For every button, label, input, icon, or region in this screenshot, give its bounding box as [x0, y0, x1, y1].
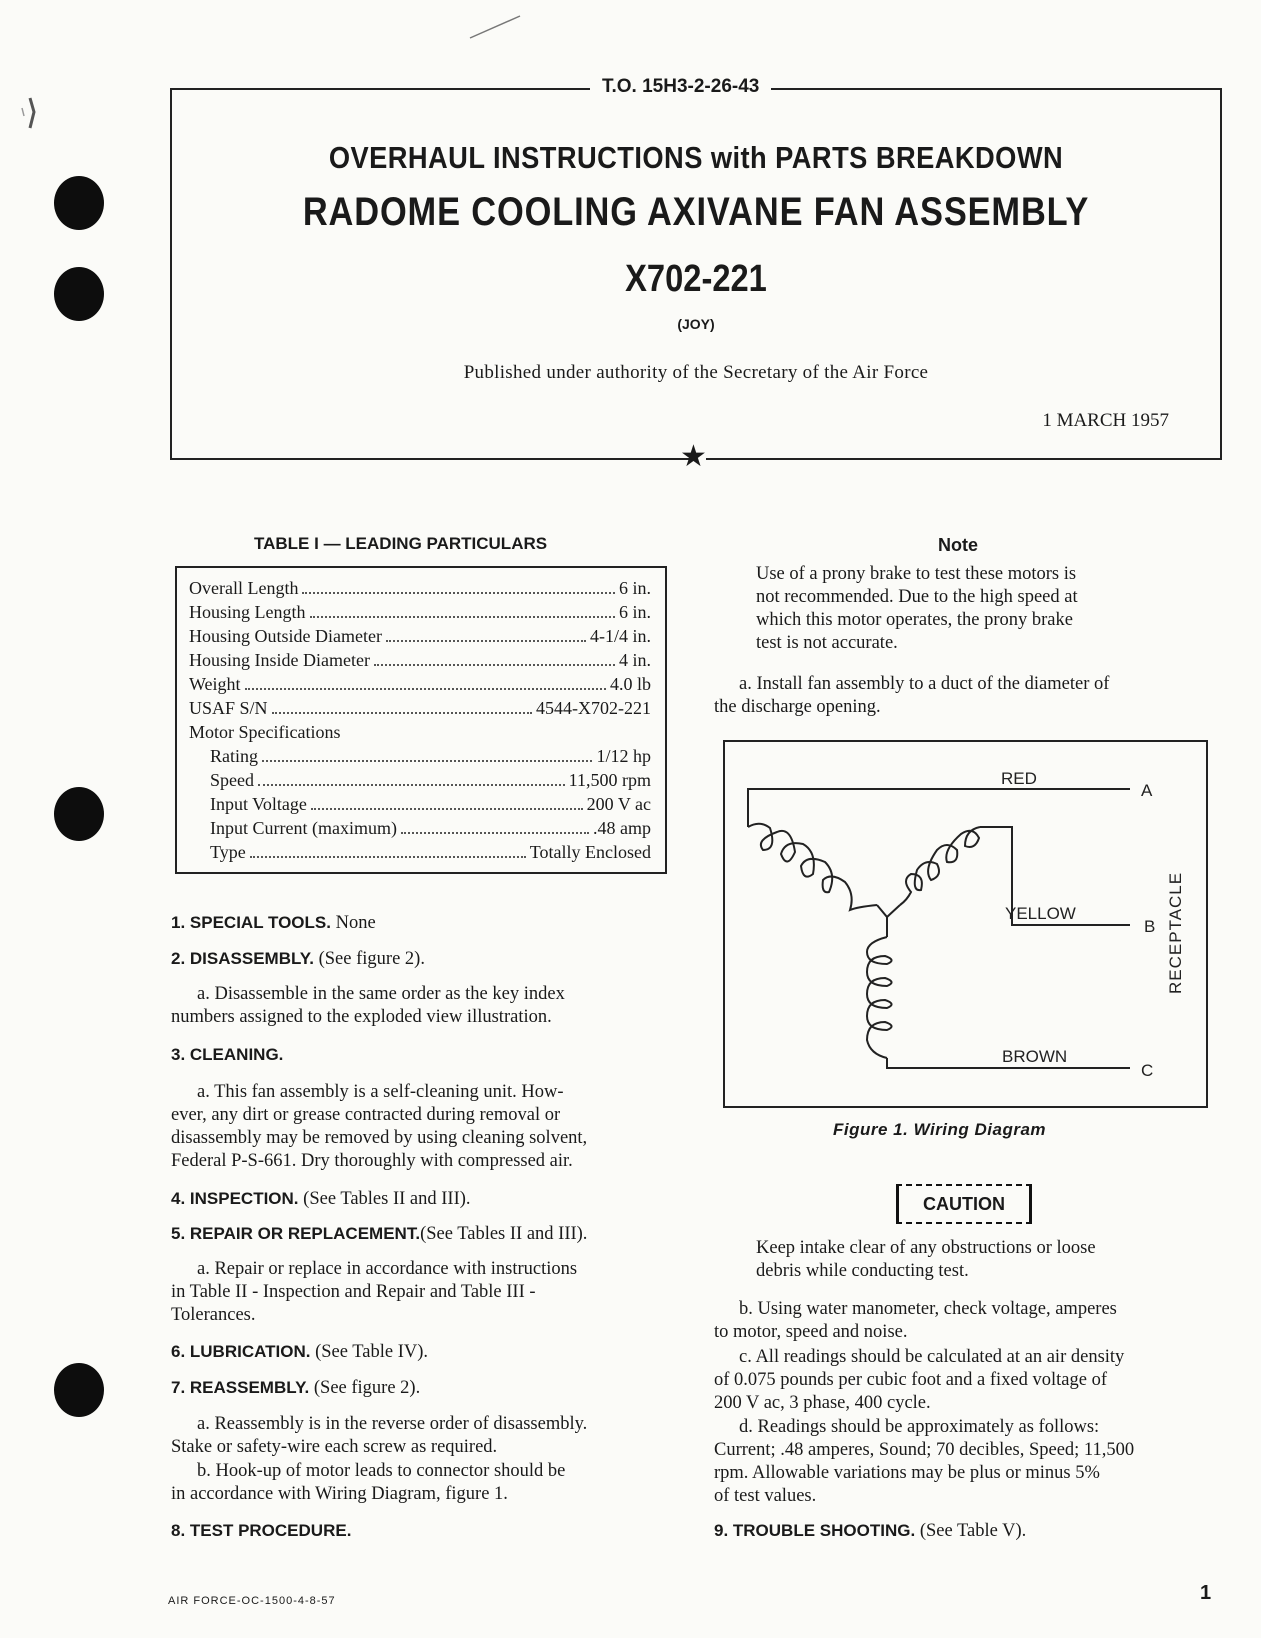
header-rule: [706, 458, 1220, 460]
section-2a-line: a. Disassemble in the same order as the key index: [197, 984, 565, 1004]
punch-hole: [54, 267, 104, 321]
table-row: USAF S/N 4544-X702-221: [189, 698, 651, 718]
table-row: Housing Length 6 in.: [189, 602, 651, 622]
section-7a-line: a. Reassembly is in the reverse order of disassembly.: [197, 1414, 588, 1434]
print-code: AIR FORCE-OC-1500-4-8-57: [168, 1595, 336, 1607]
to-number: T.O. 15H3-2-26-43: [590, 76, 771, 98]
section-3: 3. CLEANING.: [171, 1045, 284, 1064]
publication-date: 1 MARCH 1957: [1042, 410, 1169, 431]
title-line-2: RADOME COOLING AXIVANE FAN ASSEMBLY: [302, 190, 1090, 234]
page-number: 1: [1200, 1582, 1212, 1604]
section-4: 4. INSPECTION. (See Tables II and III).: [171, 1189, 471, 1209]
caution-line: debris while conducting test.: [756, 1261, 969, 1281]
note-line: not recommended. Due to the high speed at: [756, 587, 1078, 607]
section-7b-line: b. Hook-up of motor leads to connector should be: [197, 1461, 566, 1481]
punch-hole: [54, 787, 104, 841]
section-8d-line: of test values.: [714, 1486, 817, 1506]
section-3a-line: a. This fan assembly is a self-cleaning unit. How-: [197, 1082, 564, 1102]
section-8c-line: c. All readings should be calculated at an air density: [739, 1347, 1125, 1367]
caution-box: CAUTION: [896, 1184, 1032, 1224]
punch-hole: [54, 1363, 104, 1417]
table-row: Weight 4.0 lb: [189, 674, 651, 694]
section-5a-line: in Table II - Inspection and Repair and Table III -: [171, 1282, 536, 1302]
table-row: Rating 1/12 hp: [210, 746, 651, 766]
authority-line: Published under authority of the Secretary of the Air Force: [463, 362, 929, 383]
lead-label-brown: BROWN: [1002, 1047, 1068, 1066]
section-8b-line: to motor, speed and noise.: [714, 1322, 908, 1342]
receptacle-label: RECEPTACLE: [1166, 871, 1185, 994]
section-8a-line: a. Install fan assembly to a duct of the diameter of: [739, 674, 1110, 694]
leading-particulars-table: [175, 566, 667, 874]
section-2a-line: numbers assigned to the exploded view illustration.: [171, 1007, 552, 1027]
section-7a-line: Stake or safety-wire each screw as required.: [171, 1437, 498, 1457]
header-rule: [170, 458, 690, 460]
table-row: Input Current (maximum) .48 amp: [210, 818, 651, 838]
note-title: Note: [938, 535, 978, 555]
section-8d-line: d. Readings should be approximately as follows:: [739, 1417, 1100, 1437]
caution-line: Keep intake clear of any obstructions or loose: [756, 1238, 1096, 1258]
section-5a-line: a. Repair or replace in accordance with instructions: [197, 1259, 578, 1279]
wiring-diagram: [723, 740, 1208, 1108]
section-8d-line: Current; .48 amperes, Sound; 70 decibles, Speed; 11,500: [714, 1440, 1135, 1460]
section-8d-line: rpm. Allowable variations may be plus or minus 5%: [714, 1463, 1100, 1483]
lead-label-yellow: YELLOW: [1005, 904, 1076, 923]
section-7b-line: in accordance with Wiring Diagram, figure 1.: [171, 1484, 508, 1504]
section-9: 9. TROUBLE SHOOTING. (See Table V).: [714, 1521, 1027, 1541]
section-1: 1. SPECIAL TOOLS. None: [171, 913, 376, 933]
section-3a-line: Federal P-S-661. Dry thoroughly with compressed air.: [171, 1151, 573, 1171]
note-line: Use of a prony brake to test these motors is: [756, 564, 1077, 584]
section-5: 5. REPAIR OR REPLACEMENT.(See Tables II and III).: [171, 1224, 588, 1244]
title-line-1: OVERHAUL INSTRUCTIONS with PARTS BREAKDOWN: [328, 140, 1064, 175]
table-row: Housing Outside Diameter 4-1/4 in.: [189, 626, 651, 646]
figure-caption: Figure 1. Wiring Diagram: [833, 1120, 1047, 1139]
table-row: Housing Inside Diameter 4 in.: [189, 650, 651, 670]
table-row: Input Voltage 200 V ac: [210, 794, 651, 814]
table-row: Motor Specifications: [189, 722, 341, 742]
note-line: test is not accurate.: [756, 633, 898, 653]
star-icon: ★: [680, 440, 707, 473]
section-8c-line: of 0.075 pounds per cubic foot and a fixed voltage of: [714, 1370, 1108, 1390]
section-5a-line: Tolerances.: [171, 1305, 256, 1325]
section-8b-line: b. Using water manometer, check voltage, amperes: [739, 1299, 1117, 1319]
lead-label-red: RED: [1001, 769, 1037, 788]
section-8a-line: the discharge opening.: [714, 697, 881, 717]
section-7: 7. REASSEMBLY. (See figure 2).: [171, 1378, 421, 1398]
section-3a-line: ever, any dirt or grease contracted during removal or: [171, 1105, 561, 1125]
note-line: which this motor operates, the prony brake: [756, 610, 1073, 630]
punch-hole: [54, 176, 104, 230]
table-title: TABLE I — LEADING PARTICULARS: [254, 534, 548, 553]
table-row: Type Totally Enclosed: [210, 842, 651, 862]
manufacturer: (JOY): [677, 316, 715, 332]
section-6: 6. LUBRICATION. (See Table IV).: [171, 1342, 429, 1362]
section-8c-line: 200 V ac, 3 phase, 400 cycle.: [714, 1393, 931, 1413]
section-8: 8. TEST PROCEDURE.: [171, 1521, 352, 1540]
section-2: 2. DISASSEMBLY. (See figure 2).: [171, 949, 425, 969]
title-line-3: X702-221: [625, 258, 767, 300]
table-row: Overall Length 6 in.: [189, 578, 651, 598]
section-3a-line: disassembly may be removed by using cleaning solvent,: [171, 1128, 588, 1148]
pin-label-c: C: [1141, 1061, 1154, 1080]
pin-label-a: A: [1141, 781, 1153, 800]
wiring-diagram-drawing: [725, 742, 1206, 1106]
pin-label-b: B: [1144, 917, 1156, 936]
table-row: Speed 11,500 rpm: [210, 770, 651, 790]
